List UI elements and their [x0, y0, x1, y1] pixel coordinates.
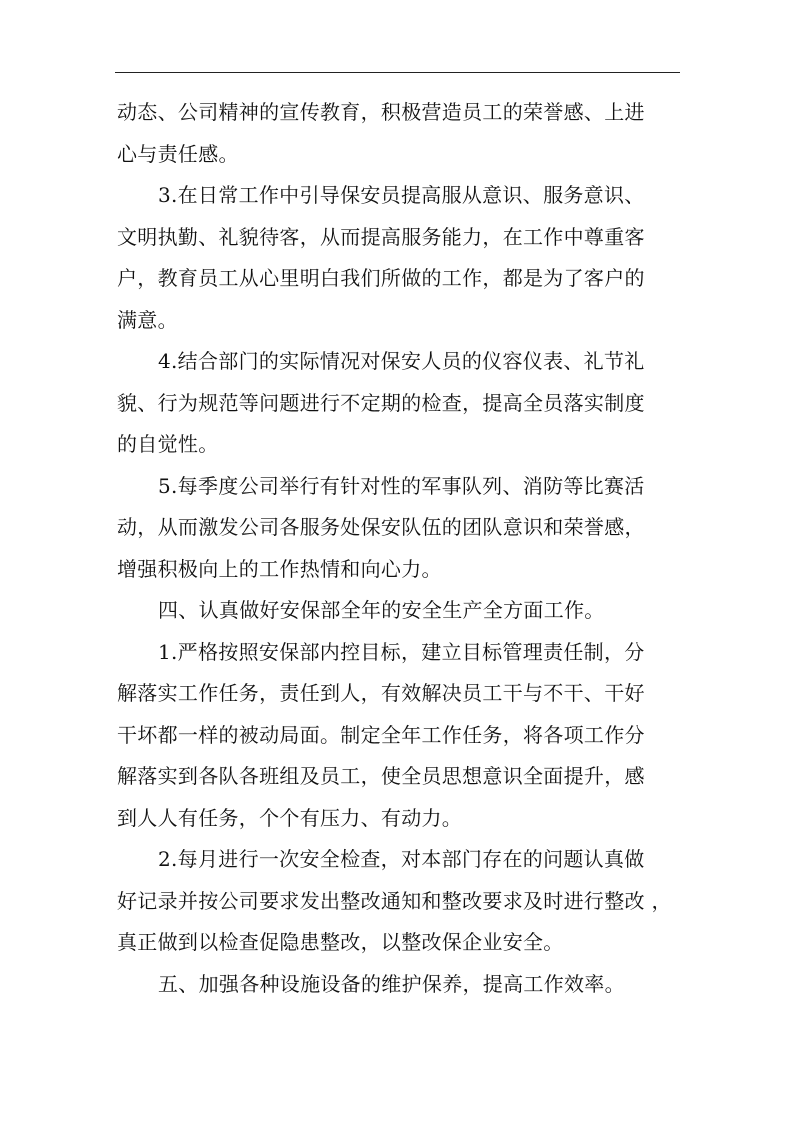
- text-line: 5.每季度公司举行有针对性的军事队列、消防等比赛活: [158, 473, 645, 498]
- text-line: 貌、行为规范等问题进行不定期的检查，提高全员落实制度: [117, 390, 645, 415]
- text-line: 户，教育员工从心里明白我们所做的工作，都是为了客户的: [117, 266, 645, 290]
- text-line: 3.在日常工作中引导保安员提高服从意识、服务意识、: [158, 183, 645, 207]
- text-line: 解落实工作任务，责任到人，有效解决员工干与不干、干好: [117, 681, 645, 705]
- header-rule: [115, 72, 680, 73]
- text-line: 干坏都一样的被动局面。制定全年工作任务，将各项工作分: [117, 722, 645, 747]
- text-line: 增强积极向上的工作热情和向心力。: [117, 556, 442, 581]
- text-line: 1.严格按照安保部内控目标，建立目标管理责任制，分: [158, 639, 645, 664]
- text-line: 动，从而激发公司各服务处保安队伍的团队意识和荣誉感，: [117, 515, 645, 539]
- text-line: 心与责任感。: [117, 141, 239, 166]
- document-body: [117, 92, 687, 1005]
- text-line: 解落实到各队各班组及员工，使全员思想意识全面提升，感: [117, 764, 645, 788]
- text-line: 动态、公司精神的宣传教育，积极营造员工的荣誉感、上进: [117, 100, 645, 124]
- text-line: 好记录并按公司要求发出整改通知和整改要求及时进行整改 ，: [117, 888, 672, 913]
- text-line: 2.每月进行一次安全检查，对本部门存在的问题认真做: [158, 847, 645, 871]
- section-heading: 四、认真做好安保部全年的安全生产全方面工作。: [158, 598, 605, 622]
- text-line: 的自觉性。: [117, 432, 219, 456]
- text-line: 满意。: [117, 307, 178, 332]
- section-heading: 五、加强各种设施设备的维护保养，提高工作效率。: [158, 971, 625, 996]
- text-line: 4.结合部门的实际情况对保安人员的仪容仪表、礼节礼: [158, 349, 645, 373]
- text-line: 文明执勤、礼貌待客，从而提高服务能力，在工作中尊重客: [117, 224, 645, 249]
- text-line: 真正做到以检查促隐患整改，以整改保企业安全。: [117, 930, 564, 954]
- text-line: 到人人有任务，个个有压力、有动力。: [117, 805, 463, 830]
